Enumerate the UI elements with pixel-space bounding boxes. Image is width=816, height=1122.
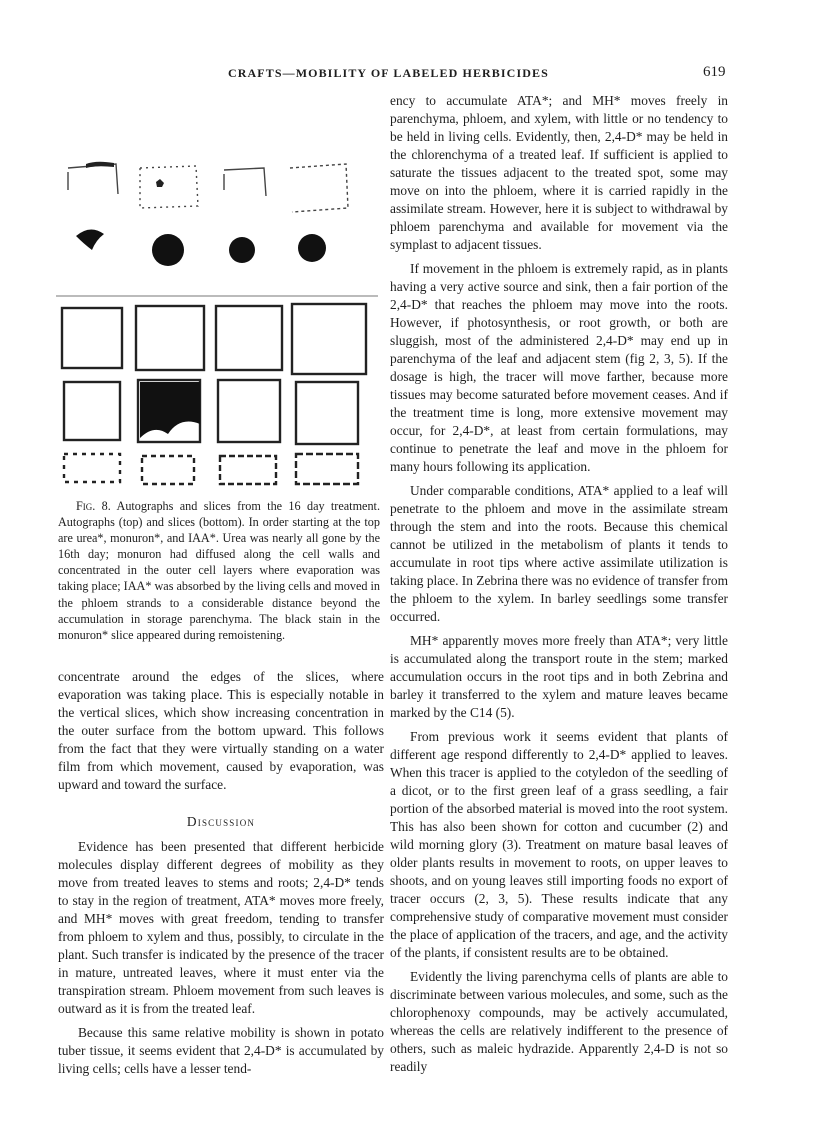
urea-spot <box>76 229 104 250</box>
slice-2-3 <box>218 380 280 442</box>
autograph-urea <box>68 164 118 194</box>
paragraph: Because this same relative mobility is shown in potato tuber tissue, it seems evident that 2,4-D* is accumulated by living cells; cells have a lesser tend- <box>58 1025 384 1076</box>
left-column-continuation <box>58 668 384 794</box>
autograph-iaa-1 <box>224 168 266 196</box>
monuron-spot-small <box>156 179 164 187</box>
monuron-spot <box>152 234 184 266</box>
section-heading-discussion: Discussion <box>186 814 256 829</box>
monuron-slice-black-stain <box>140 382 200 438</box>
paragraph: ency to accumulate ATA*; and MH* moves freely in parenchyma, phloem, and xylem, with little or no tendency to be held in living cells. Evidently, then, 2,4-D* may be held in the chlorenchyma of a treated leaf. If sufficient is applied to saturate the tissues adjacent to the treated spot, some may move on into the phloem, where it is carried rapidly in the assimilate stream. However, here it is subject to withdrawal by phloem parenchyma and available for movement via the symplast to adjacent tissues. <box>390 93 728 252</box>
paragraph: Under comparable conditions, ATA* applied to a leaf will penetrate to the phloem and move in the assimilate stream through the stem and into the roots. Because this chemical cannot be utilized in the metabolism of plants it tends to accumulate in root tips where active assimilate utilization is taking place. In Zebrina there was no evidence of transfer from the phloem to the xylem. In barley seedlings some transfer occurred. <box>390 483 728 624</box>
paragraph: MH* apparently moves more freely than ATA*; very little is accumulated along the transport route in the stem; marked accumulation occurs in the root tips and in both Zebrina and barley it transferred to the xylem and mature leaves became marked by the C14 (5). <box>390 633 728 720</box>
figure-label: Fig. 8. <box>76 499 111 513</box>
autograph-row-outlines <box>68 164 348 212</box>
slice-1-4 <box>292 304 366 374</box>
slice-3-1 <box>64 454 120 482</box>
running-head: CRAFTS—MOBILITY OF LABELED HERBICIDES <box>228 66 549 80</box>
right-column <box>390 92 728 1076</box>
figure-caption <box>58 498 380 643</box>
figure-autographs-and-slices <box>56 154 378 488</box>
slice-3-4 <box>296 454 358 484</box>
slice-1-2 <box>136 306 204 370</box>
slice-1-1 <box>62 308 122 368</box>
left-column-discussion <box>58 838 384 1078</box>
paragraph: From previous work it seems evident that plants of different age respond differently to 2,4-D* applied to leaves. When this tracer is applied to the cotyledon of the seedling of a dicot, or to the first green leaf of a grass seedling, a fair portion of the absorbed material is moved into the root system. This has also been shown for cotton and cucumber (2) and wild morning glory (3). Treatment on mature basal leaves of older plants results in movement to roots, on upper leaves to shoots, and on young leaves still importing foods no export of tracer occurs (2, 3, 5). These results indicate that any comprehensive study of comparative movement must consider the place of application of the tracers, and age, and the activity of the plants, if consistent results are to be obtained. <box>390 729 728 960</box>
slice-2-4 <box>296 382 358 444</box>
iaa-spot-1 <box>229 237 255 263</box>
slice-1-3 <box>216 306 282 370</box>
autograph-monuron <box>140 166 198 208</box>
paragraph: concentrate around the edges of the slices, where evaporation was taking place. This is especially notable in the vertical slices, which show increasing concentration in the outer surface from the bottom upward. This follows from the fact that they were virtually standing on a water film from which movement, caused by evaporation, was upward and toward the surface. <box>58 669 384 792</box>
paragraph: Evidently the living parenchyma cells of plants are able to discriminate between various molecules, and some, such as the chlorophenoxy compounds, may be actively accumulated, whereas the cells are relatively indifferent to the presence of others, such as maleic hydrazide. Apparently 2,4-D is not so readily <box>390 969 728 1074</box>
figure-caption-text: Autographs and slices from the 16 day treatment. Autographs (top) and slices (bottom). In order starting at the top are urea*, monuron*, and IAA*. Urea was nearly all gone by the 16th day; monuron had diffused along the cell walls and concentrated in the outer cell layers where evaporation was taking place; IAA* was absorbed by the living cells and moved in the phloem strands to a considerable distance beyond the accumulation in storage parenchyma. The black stain in the monuron* slice appeared during remoistening. <box>58 499 380 642</box>
page-number: 619 <box>703 64 726 80</box>
paragraph: If movement in the phloem is extremely rapid, as in plants having a very active source and sink, then a fair portion of the 2,4-D* that reaches the phloem may move into the roots. However, if photosynthesis, or root growth, or both are sluggish, most of the administered 2,4-D* may end up in parenchyma of the leaf and adjacent stem (fig 2, 3, 5). If the dosage is high, the tracer will move farther, because more tissues may become saturated before movement ceases. And if the treatment time is long, more extensive movement may occur, for 2,4-D*, at least from certain formulations, may continue to penetrate the leaf and move in the phloem for many hours following its application. <box>390 261 728 474</box>
slice-3-2 <box>142 456 194 484</box>
slice-2-1 <box>64 382 120 440</box>
paragraph: Evidence has been presented that different herbicide molecules display different degrees of mobility as they move from treated leaves to stems and roots; 2,4-D* tends to stay in the region of treatment, ATA* moves more freely, and MH* moves with great freedom, tending to transfer from phloem to xylem and thus, possibly, to circulate in the plant. Such transfer is indicated by the presence of the tracer in mature, untreated leaves, where it must enter via the transpiration stream. Phloem movement from such leaves is outward as it is from the treated leaf. <box>58 839 384 1016</box>
slice-3-3 <box>220 456 276 484</box>
urea-top-smear <box>86 162 114 168</box>
slice-grid <box>62 304 366 484</box>
dark-spots <box>76 229 326 266</box>
autograph-iaa-2 <box>290 164 348 212</box>
iaa-spot-2 <box>298 234 326 262</box>
